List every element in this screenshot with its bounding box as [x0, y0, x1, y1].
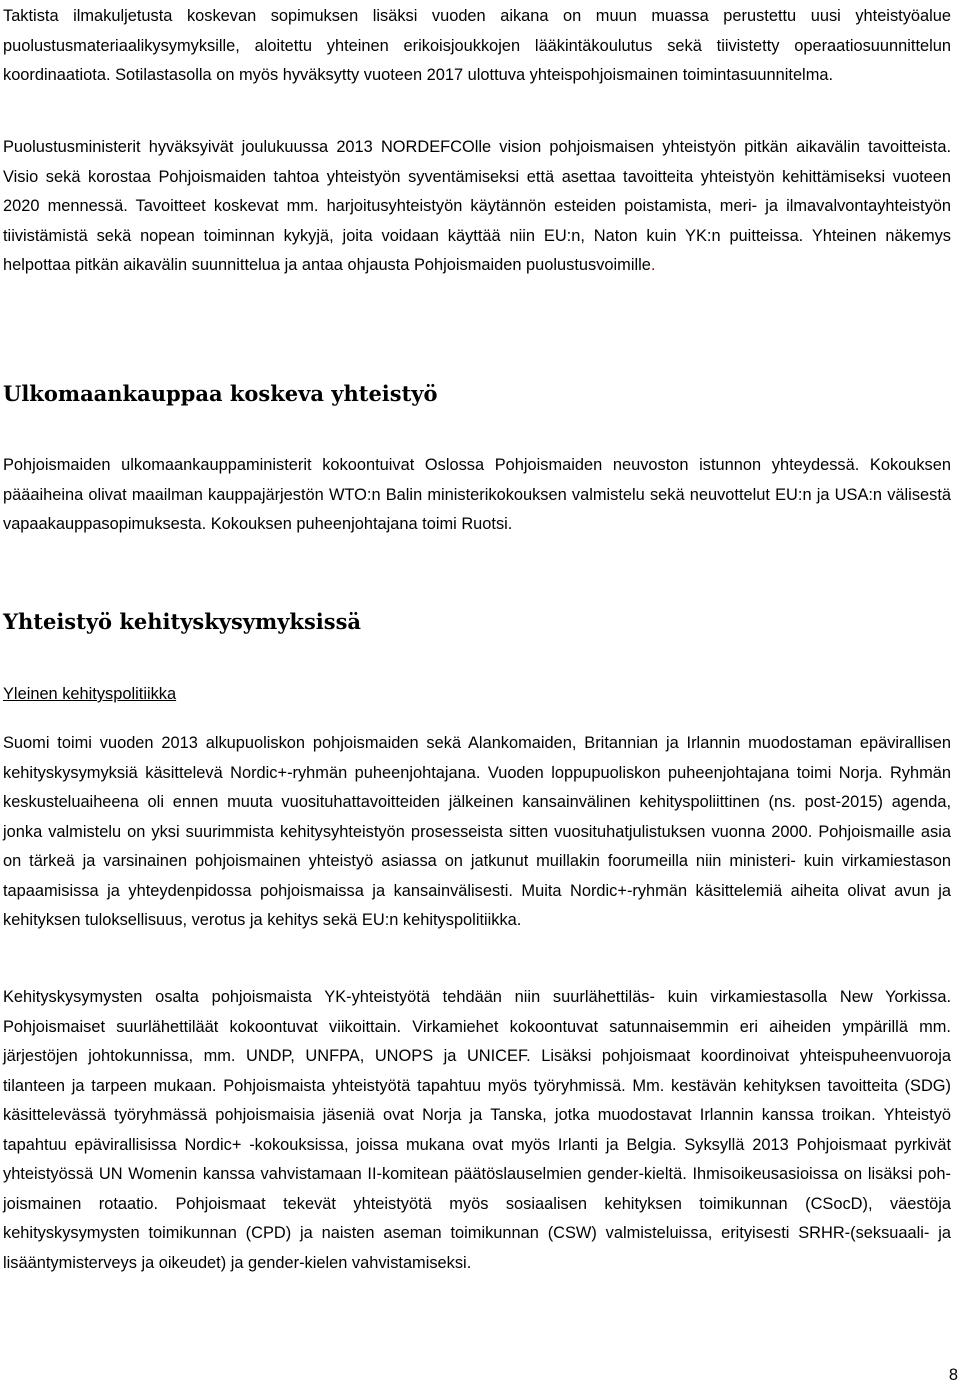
heading-trade-cooperation: Ulkomaankauppaa koskeva yhteistyö — [3, 381, 438, 406]
paragraph-trade-ministers: Pohjoismaiden ulkomaankauppaministerit kokoontuivat Oslossa Pohjoismaiden neuvoston istunnon yhteydessä. Kokouksen pääaiheina olivat maailman kauppajärjestön WTO:n Balin ministerikokouksen valmistelu sekä neuvottelut EU:n ja USA:n välisestä vapaakauppasopimuksesta. Kokouksen puheenjohtajana toimi Ruotsi. — [3, 456, 951, 533]
paragraph-defence-cooperation: Taktista ilmakuljetusta koskevan sopimuksen lisäksi vuoden aikana on muun muassa perustettu uusi yhteistyöalue puolustusmateriaalikysymyksille, aloitettu yhteinen erikoisjoukkojen lääkintäkoulutus sekä tiivistetty operaatiosuunnittelun koordinaatiota. Sotilastasolla on myös hyväksytty vuoteen 2017 ulottuva yhteispohjoismainen toimintasuunnitelma. — [3, 7, 951, 84]
paragraph-nordic-plus-group: Suomi toimi vuoden 2013 alkupuoliskon pohjoismaiden sekä Alankomaiden, Britannian ja Irlannin muodostaman epävirallisen kehityskysymyksiä käsittelevä Nordic+-ryhmän puheenjohtajana. Vuoden loppupuoliskon puheenjohtajana toimi Norja. Ryhmän keskusteluaiheena oli ennen muuta vuosituhattavoitteiden jälkeinen kansainvälinen kehityspoliittinen (ns. post-2015) agenda, jonka valmistelu on yksi suurimmista kehitysyhteistyön prosesseista sitten vuosituhatjulistuksen vuonna 2000. Pohjoismaille asia on tärkeä ja varsinainen pohjoismainen yhteistyö asiassa on jatkunut muillakin foorumeilla niin ministeri- kuin virkamiestason tapaamisissa ja yhteydenpidossa pohjoismaissa ja kansainvälisesti. Muita Nordic+-ryhmän käsittelemiä aiheita olivat avun ja kehityksen tuloksellisuus, verotus ja kehitys sekä EU:n kehityspolitiikka. — [3, 734, 951, 929]
paragraph-un-cooperation: Kehityskysymysten osalta pohjoismaista YK-yhteistyötä tehdään niin suurlähettiläs- kuin virkamiestasolla New Yorkissa. Pohjoismaiset suurlähettiläät kokoontuvat viikoittain. Virkamiehet kokoontuvat satunnaisemmin eri aiheiden ympärillä mm. järjestöjen johtokunnissa, mm. UNDP, UNFPA, UNOPS ja UNICEF. Lisäksi pohjoismaat koordinoivat yhteispuheenvuoroja tilanteen ja tarpeen mukaan. Pohjoismaista yhteistyötä tapahtuu myös työryhmissä. Mm. kestävän kehityksen tavoitteita (SDG) käsittelevässä työryhmässä pohjoismaisia jäseniä ovat Norja ja Tanska, jotka muodostavat Irlannin kanssa troikan. Yhteistyö tapahtuu epävirallisissa Nordic+ -kokouksissa, joissa mukana ovat myös Irlanti ja Belgia. Syksyllä 2013 Pohjoismaat pyrkivät yhteistyössä UN Womenin kanssa vahvistamaan II-komitean päätöslauselmien gender-kieltä. Ihmisoikeusasioissa on lisäksi pohjoismainen rotaatio. Pohjoismaat tekevät yhteistyötä myös sosiaalisen kehityksen toimikunnan (CSocD), väestöja kehityskysymysten toimikunnan (CPD) ja naisten aseman toimikunnan (CSW) valmisteluissa, erityisesti SRHR-(seksuaali- ja lisääntymisterveys ja oikeudet) ja gender-kielen vahvistamiseksi. — [3, 988, 951, 1272]
page-number: 8 — [948, 1366, 958, 1384]
paragraph-nordefco-vision-text: Puolustusministerit hyväksyivät joulukuussa 2013 NORDEFCOlle vision pohjoismaisen yhteistyön pitkän aikavälin tavoitteista. Visio sekä korostaa Pohjoismaiden tahtoa yhteistyön syventämiseksi että asettaa tavoitteita yhteistyön kehittämiseksi vuoteen 2020 mennessä. Tavoitteet koskevat mm. harjoitusyhteistyön käytännön esteiden poistamista, meri- ja ilmavalvontayhteistyön tiivistämistä sekä nopean toiminnan kykyjä, joita voidaan käyttää niin EU:n, Naton kuin YK:n puitteissa. Yhteinen näkemys helpottaa pitkän aikavälin suunnittelua ja antaa ohjausta Pohjoismaiden puolustusvoimille — [3, 138, 951, 274]
subheading-general-development-policy: Yleinen kehityspolitiikka — [3, 685, 177, 703]
heading-development-cooperation: Yhteistyö kehityskysymyksissä — [3, 609, 362, 634]
paragraph-nordefco-vision — [3, 133, 951, 281]
paragraph-end-mark: . — [650, 256, 656, 274]
